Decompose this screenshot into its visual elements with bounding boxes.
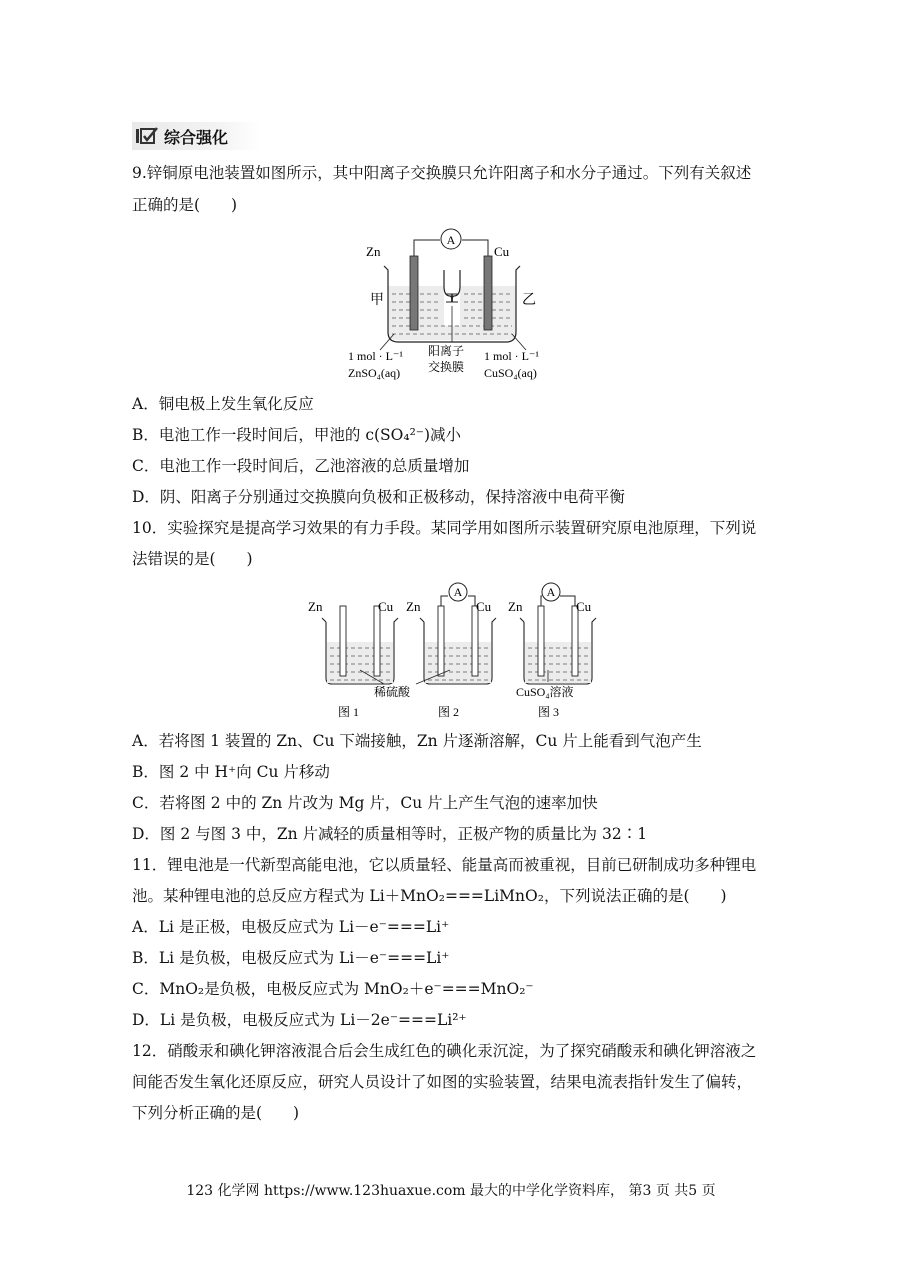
zn-label: Zn: [366, 244, 381, 259]
section-title: 综合强化: [164, 128, 229, 147]
membrane-label-line2: 交换膜: [428, 360, 465, 374]
fig2-caption: 图 2: [438, 705, 460, 719]
q9-option-d: D．阴、阳离子分别通过交换膜向负极和正极移动，保持溶液中电荷平衡: [132, 488, 625, 506]
q10-option-a: A．若将图 1 装置的 Zn、Cu 下端接触，Zn 片逐渐溶解，Cu 片上能看到气泡产生: [132, 732, 702, 750]
q11-option-a: A．Li 是正极，电极反应式为 Li－e⁻===Li⁺: [132, 918, 450, 936]
fig1-zn-label: Zn: [308, 599, 323, 614]
section-header: [132, 122, 260, 150]
zn-electrode: [410, 256, 418, 330]
cuso4-solution-label: CuSO₄溶液: [516, 685, 574, 699]
cu-electrode: [484, 256, 492, 330]
q10-option-b: B．图 2 中 H⁺向 Cu 片移动: [132, 763, 330, 781]
fig2-ammeter-label: A: [453, 585, 463, 599]
q11-option-b: B．Li 是负极，电极反应式为 Li－e⁻===Li⁺: [132, 949, 450, 967]
q11-stem-line2: 池。某种锂电池的总反应方程式为 Li＋MnO₂===LiMnO₂，下列说法正确的是( ): [132, 887, 727, 905]
q10-option-c: C．若将图 2 中的 Zn 片改为 Mg 片，Cu 片上产生气泡的速率加快: [132, 794, 598, 812]
fig3-cu-label: Cu: [576, 599, 592, 614]
left-concentration: 1 mol · L⁻¹: [348, 349, 403, 363]
q12-stem-line2: 间能否发生氧化还原反应，研究人员设计了如图的实验装置，结果电流表指针发生了偏转，: [132, 1073, 753, 1091]
q11-stem-line1: 11．锂电池是一代新型高能电池，它以质量轻、能量高而被重视，目前已研制成功多种锂电: [132, 856, 757, 874]
fig1-cu-label: Cu: [378, 599, 394, 614]
q9-stem-line1: 9.锌铜原电池装置如图所示，其中阳离子交换膜只允许阳离子和水分子通过。下列有关叙述: [132, 164, 752, 182]
checklist-icon: [136, 127, 158, 145]
fig3-caption: 图 3: [538, 705, 560, 719]
fig3-ammeter-label: A: [546, 585, 556, 599]
page-footer: 123 化学网 https://www.123huaxue.com 最大的中学化学资料库， 第3 页 共5 页: [186, 1183, 716, 1199]
q9-stem-line2: 正确的是( ): [132, 196, 238, 214]
left-solution: ZnSO₄(aq): [348, 366, 401, 380]
ammeter-label: A: [446, 233, 456, 247]
cu-label: Cu: [494, 244, 510, 259]
q9-option-b: B．电池工作一段时间后，甲池的 c(SO₄²⁻)减小: [132, 426, 462, 444]
q10-option-d: D．图 2 与图 3 中，Zn 片减轻的质量相等时，正极产物的质量比为 32∶1: [132, 825, 648, 843]
q12-stem-line3: 下列分析正确的是( ): [132, 1104, 300, 1122]
figure-1-beaker: [322, 606, 398, 684]
q11-option-c: C．MnO₂是负极，电极反应式为 MnO₂＋e⁻===MnO₂⁻: [132, 980, 534, 998]
right-concentration: 1 mol · L⁻¹: [484, 349, 539, 363]
q10-stem-line2: 法错误的是( ): [132, 550, 253, 568]
q9-option-a: A．铜电极上发生氧化反应: [132, 395, 314, 413]
cell-left-label: 甲: [370, 293, 384, 308]
fig2-cu-label: Cu: [476, 599, 492, 614]
membrane-label-line1: 阳离子: [428, 344, 465, 358]
cell-right-label: 乙: [522, 293, 536, 308]
q9-option-c: C．电池工作一段时间后，乙池溶液的总质量增加: [132, 457, 470, 475]
q11-option-d: D．Li 是负极，电极反应式为 Li－2e⁻===Li²⁺: [132, 1011, 467, 1029]
fig2-zn-label: Zn: [406, 599, 421, 614]
q12-stem-line1: 12．硝酸汞和碘化钾溶液混合后会生成红色的碘化汞沉淀，为了探究硝酸汞和碘化钾溶液之: [132, 1042, 757, 1060]
q10-stem-line1: 10．实验探究是提高学习效果的有力手段。某同学用如图所示装置研究原电池原理，下列说: [132, 519, 757, 537]
fig1-caption: 图 1: [338, 705, 360, 719]
q9-galvanic-cell-figure: [340, 222, 580, 384]
fig3-zn-label: Zn: [508, 599, 523, 614]
right-solution: CuSO₄(aq): [484, 366, 537, 380]
q10-three-cells-figure: [300, 578, 610, 726]
dilute-sulfuric-acid-label: 稀硫酸: [374, 685, 411, 699]
